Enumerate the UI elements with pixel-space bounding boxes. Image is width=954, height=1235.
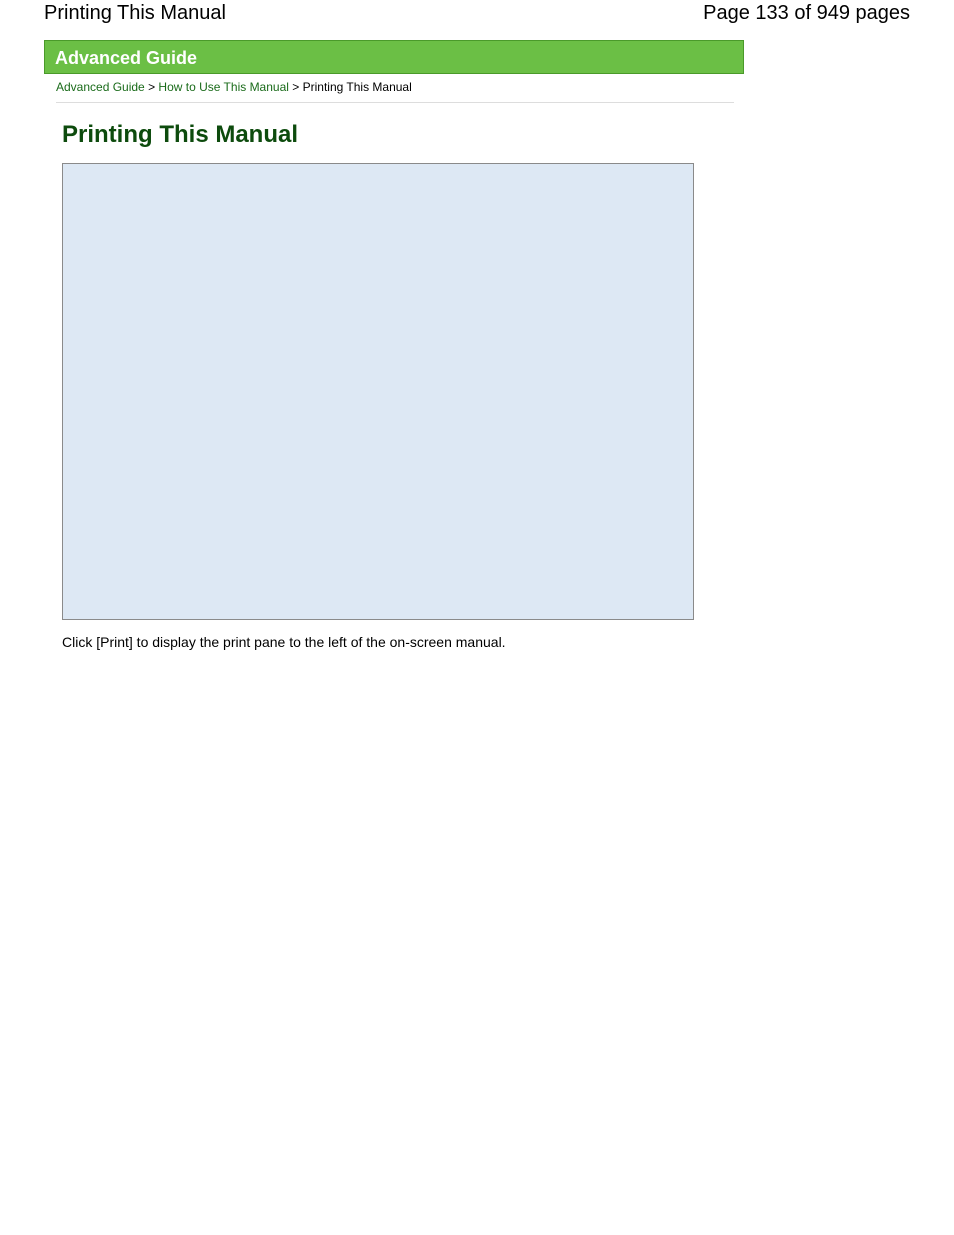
viewer-screenshot [62, 163, 694, 620]
page-heading: Printing This Manual [62, 121, 299, 148]
breadcrumb: Advanced Guide > How to Use This Manual > Printing This Manual [56, 80, 734, 103]
document-title: Printing This Manual [44, 2, 226, 24]
breadcrumb-advanced-guide[interactable]: Advanced Guide [56, 80, 145, 94]
intro-paragraph: Click [Print] to display the print pane to the left of the on-screen manual. [62, 634, 506, 650]
breadcrumb-current: Printing This Manual [302, 80, 412, 94]
breadcrumb-how-to-use[interactable]: How to Use This Manual [158, 80, 289, 94]
section-banner: Advanced Guide [44, 40, 744, 74]
page-indicator: Page 133 of 949 pages [703, 2, 910, 24]
